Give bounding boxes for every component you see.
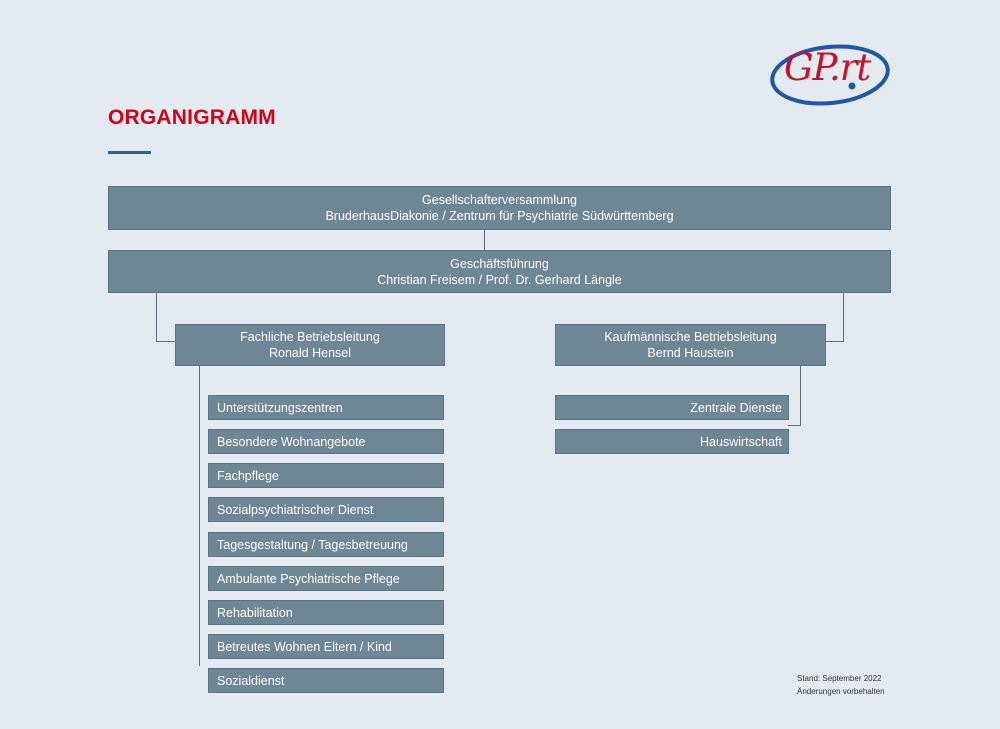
unit-box: [208, 634, 444, 659]
unit-box: [208, 600, 444, 625]
page-title: ORGANIGRAMM: [108, 106, 276, 129]
gprt-logo: [768, 42, 892, 108]
commercial-name: Bernd Haustein: [647, 346, 734, 360]
stand-date: Stand: September 2022: [797, 674, 882, 683]
logo-text: GP.rt: [784, 46, 871, 89]
unit-label: Ambulante Psychiatrische Pflege: [217, 571, 400, 586]
connector-left-vertical: [156, 293, 157, 342]
unit-label: Betreutes Wohnen Eltern / Kind: [217, 639, 392, 654]
unit-box: [208, 463, 444, 488]
unit-label: Sozialdienst: [217, 673, 285, 688]
shareholders-members: BruderhausDiakonie / Zentrum für Psychiatrie Südwürttemberg: [325, 209, 674, 223]
management-members: Christian Freisem / Prof. Dr. Gerhard Längle: [377, 272, 622, 287]
management-title: Geschäftsführung: [450, 256, 549, 271]
shareholders-title: Gesellschafterversammlung: [422, 193, 577, 207]
box-commercial-management: [555, 324, 826, 366]
connector-shareholders-management: [484, 230, 485, 250]
changes-note: Änderungen vorbehalten: [797, 687, 885, 696]
technical-title: Fachliche Betriebsleitung: [240, 330, 380, 344]
commercial-title: Kaufmännische Betriebsleitung: [604, 330, 777, 344]
unit-label: Tagesgestaltung / Tagesbetreuung: [217, 537, 408, 552]
unit-label: Hauswirtschaft: [700, 434, 782, 449]
unit-box: [208, 395, 444, 420]
unit-label: Besondere Wohnangebote: [217, 434, 366, 449]
connector-right-horizontal: [825, 341, 844, 342]
unit-box: [208, 668, 444, 693]
unit-label: Fachpflege: [217, 468, 279, 483]
title-underline: [108, 151, 151, 154]
unit-label: Rehabilitation: [217, 605, 293, 620]
unit-box: [555, 429, 789, 454]
connector-commercial-tick: [788, 425, 801, 426]
unit-box: [555, 395, 789, 420]
unit-box: [208, 532, 444, 557]
box-shareholders: [108, 186, 891, 230]
box-technical-management: [175, 324, 445, 366]
unit-label: Unterstützungszentren: [217, 400, 343, 415]
unit-label: Zentrale Dienste: [690, 400, 782, 415]
status-note: [797, 672, 885, 698]
connector-left-horizontal: [156, 341, 176, 342]
connector-technical-units: [199, 366, 200, 666]
technical-name: Ronald Hensel: [269, 346, 351, 360]
connector-right-vertical: [843, 293, 844, 342]
unit-box: [208, 429, 444, 454]
box-management: [108, 250, 891, 293]
connector-commercial-units: [800, 366, 801, 426]
unit-box: [208, 566, 444, 591]
unit-label: Sozialpsychiatrischer Dienst: [217, 502, 374, 517]
unit-box: [208, 497, 444, 522]
